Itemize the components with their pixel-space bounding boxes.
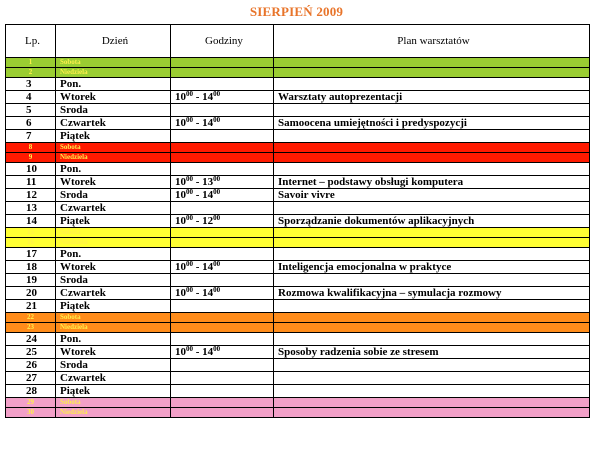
header-lp: Lp. xyxy=(6,25,56,58)
cell-lp: 12 xyxy=(6,189,56,202)
cell-hours xyxy=(171,408,274,418)
cell-plan xyxy=(274,300,590,313)
cell-plan xyxy=(274,163,590,176)
table-row xyxy=(6,143,590,153)
table-row xyxy=(6,248,590,261)
cell-day: Niedziela xyxy=(56,68,171,78)
cell-day: Wtorek xyxy=(56,346,171,359)
hours-from-sup: 00 xyxy=(186,214,193,222)
hours-from: 10 xyxy=(175,345,186,358)
cell-plan: Savoir vivre xyxy=(274,189,590,202)
hours-separator: - xyxy=(193,188,203,201)
hours-from-sup: 00 xyxy=(186,175,193,183)
hours-from-sup: 00 xyxy=(186,188,193,196)
cell-plan xyxy=(274,323,590,333)
hours-from-sup: 00 xyxy=(186,345,193,353)
table-row xyxy=(6,163,590,176)
hours-to-sup: 00 xyxy=(213,286,221,294)
cell-plan: Warsztaty autoprezentacji xyxy=(274,91,590,104)
cell-day: Pon. xyxy=(56,333,171,346)
cell-hours xyxy=(171,248,274,261)
table-row xyxy=(6,313,590,323)
hours-to: 14 xyxy=(202,188,214,201)
hours-to-sup: 00 xyxy=(213,90,221,98)
hours-separator: - xyxy=(193,345,203,358)
cell-day: Sobota xyxy=(56,228,171,238)
cell-hours xyxy=(171,153,274,163)
hours-from: 10 xyxy=(175,90,186,103)
hours-to: 14 xyxy=(202,116,214,129)
cell-day: Piątek xyxy=(56,130,171,143)
cell-day: Pon. xyxy=(56,248,171,261)
table-row xyxy=(6,176,590,189)
cell-plan xyxy=(274,153,590,163)
cell-hours xyxy=(171,78,274,91)
cell-day: Czwartek xyxy=(56,117,171,130)
table-row xyxy=(6,238,590,248)
cell-lp: 19 xyxy=(6,274,56,287)
cell-plan: Samoocena umiejętności i predyspozycji xyxy=(274,117,590,130)
cell-hours xyxy=(171,143,274,153)
cell-day: Wtorek xyxy=(56,91,171,104)
cell-lp: 9 xyxy=(6,153,56,163)
cell-lp: 8 xyxy=(6,143,56,153)
table-row xyxy=(6,202,590,215)
cell-lp: 17 xyxy=(6,248,56,261)
cell-day: Czwartek xyxy=(56,202,171,215)
hours-separator: - xyxy=(193,175,203,188)
cell-day: Sobota xyxy=(56,313,171,323)
table-row xyxy=(6,68,590,78)
cell-hours xyxy=(171,333,274,346)
table-row xyxy=(6,104,590,117)
table-header-row xyxy=(6,25,590,58)
cell-hours xyxy=(171,261,274,274)
cell-hours xyxy=(171,68,274,78)
table-row xyxy=(6,153,590,163)
cell-day: Sobota xyxy=(56,398,171,408)
cell-lp: 21 xyxy=(6,300,56,313)
cell-day: Niedziela xyxy=(56,238,171,248)
cell-plan: Sporządzanie dokumentów aplikacyjnych xyxy=(274,215,590,228)
table-row xyxy=(6,117,590,130)
cell-plan: Rozmowa kwalifikacyjna – symulacja rozmowy xyxy=(274,287,590,300)
cell-lp: 13 xyxy=(6,202,56,215)
page-title: SIERPIEŃ 2009 xyxy=(249,4,344,19)
cell-hours xyxy=(171,346,274,359)
table-body xyxy=(6,58,590,418)
table-row xyxy=(6,287,590,300)
table-row xyxy=(6,408,590,418)
cell-hours xyxy=(171,313,274,323)
cell-plan: Sposoby radzenia sobie ze stresem xyxy=(274,346,590,359)
cell-hours xyxy=(171,215,274,228)
table-row xyxy=(6,333,590,346)
table-row xyxy=(6,130,590,143)
cell-hours xyxy=(171,228,274,238)
cell-plan xyxy=(274,58,590,68)
cell-lp: 18 xyxy=(6,261,56,274)
cell-day: Czwartek xyxy=(56,372,171,385)
hours-to-sup: 00 xyxy=(213,260,221,268)
header-hours: Godziny xyxy=(171,25,274,58)
cell-day: Pon. xyxy=(56,78,171,91)
cell-day: Piątek xyxy=(56,300,171,313)
cell-hours xyxy=(171,300,274,313)
cell-hours xyxy=(171,58,274,68)
cell-lp: 23 xyxy=(6,323,56,333)
cell-lp: 3 xyxy=(6,78,56,91)
cell-lp: 10 xyxy=(6,163,56,176)
cell-plan xyxy=(274,130,590,143)
cell-hours xyxy=(171,163,274,176)
table-row xyxy=(6,228,590,238)
cell-plan xyxy=(274,313,590,323)
hours-to: 14 xyxy=(202,260,214,273)
cell-day: Sroda xyxy=(56,274,171,287)
table-row xyxy=(6,261,590,274)
cell-lp: 6 xyxy=(6,117,56,130)
hours-separator: - xyxy=(193,286,203,299)
cell-lp: 25 xyxy=(6,346,56,359)
cell-day: Sobota xyxy=(56,58,171,68)
cell-hours xyxy=(171,117,274,130)
hours-from-sup: 00 xyxy=(186,90,193,98)
cell-day: Sroda xyxy=(56,359,171,372)
cell-day: Niedziela xyxy=(56,323,171,333)
cell-hours xyxy=(171,238,274,248)
cell-day: Wtorek xyxy=(56,176,171,189)
cell-plan xyxy=(274,104,590,117)
hours-to-sup: 00 xyxy=(213,116,221,124)
cell-hours xyxy=(171,323,274,333)
table-row xyxy=(6,323,590,333)
cell-plan xyxy=(274,68,590,78)
table-row xyxy=(6,300,590,313)
cell-plan xyxy=(274,248,590,261)
table-row xyxy=(6,398,590,408)
hours-to: 14 xyxy=(202,90,214,103)
cell-day: Czwartek xyxy=(56,287,171,300)
table-row xyxy=(6,58,590,68)
cell-lp: 11 xyxy=(6,176,56,189)
cell-hours xyxy=(171,372,274,385)
cell-lp: 27 xyxy=(6,372,56,385)
cell-hours xyxy=(171,130,274,143)
table-row xyxy=(6,359,590,372)
cell-lp: 7 xyxy=(6,130,56,143)
hours-to: 14 xyxy=(202,286,214,299)
cell-day: Niedziela xyxy=(56,408,171,418)
cell-plan xyxy=(274,398,590,408)
cell-plan xyxy=(274,143,590,153)
cell-lp: 29 xyxy=(6,398,56,408)
cell-plan: Inteligencja emocjonalna w praktyce xyxy=(274,261,590,274)
hours-separator: - xyxy=(193,90,203,103)
hours-to-sup: 00 xyxy=(213,188,221,196)
table-row xyxy=(6,91,590,104)
cell-lp: 4 xyxy=(6,91,56,104)
hours-from: 10 xyxy=(175,214,186,227)
cell-hours xyxy=(171,359,274,372)
schedule-table xyxy=(5,24,590,418)
cell-lp: 30 xyxy=(6,408,56,418)
table-row xyxy=(6,78,590,91)
hours-from: 10 xyxy=(175,286,186,299)
cell-lp: 22 xyxy=(6,313,56,323)
cell-lp: 1 xyxy=(6,58,56,68)
hours-separator: - xyxy=(193,214,203,227)
cell-day: Sroda xyxy=(56,104,171,117)
table-row xyxy=(6,346,590,359)
cell-day: Piątek xyxy=(56,385,171,398)
cell-hours xyxy=(171,385,274,398)
hours-to-sup: 00 xyxy=(213,214,221,222)
header-plan: Plan warsztatów xyxy=(274,25,590,58)
cell-lp: 24 xyxy=(6,333,56,346)
cell-lp: 5 xyxy=(6,104,56,117)
hours-to: 13 xyxy=(202,175,214,188)
table-row xyxy=(6,189,590,202)
hours-from-sup: 00 xyxy=(186,116,193,124)
cell-lp: 15 xyxy=(6,228,56,238)
cell-day: Sroda xyxy=(56,189,171,202)
cell-hours xyxy=(171,189,274,202)
hours-to: 14 xyxy=(202,345,214,358)
table-row xyxy=(6,215,590,228)
cell-lp: 16 xyxy=(6,238,56,248)
hours-from-sup: 00 xyxy=(186,286,193,294)
cell-plan xyxy=(274,202,590,215)
table-row xyxy=(6,385,590,398)
cell-day: Sobota xyxy=(56,143,171,153)
hours-to-sup: 00 xyxy=(213,345,221,353)
cell-hours xyxy=(171,398,274,408)
cell-plan xyxy=(274,372,590,385)
cell-plan xyxy=(274,274,590,287)
cell-day: Pon. xyxy=(56,163,171,176)
cell-day: Wtorek xyxy=(56,261,171,274)
cell-day: Niedziela xyxy=(56,153,171,163)
cell-plan xyxy=(274,408,590,418)
cell-hours xyxy=(171,91,274,104)
hours-from: 10 xyxy=(175,175,186,188)
table-row xyxy=(6,372,590,385)
hours-from: 10 xyxy=(175,260,186,273)
hours-to-sup: 00 xyxy=(213,175,221,183)
hours-from: 10 xyxy=(175,116,186,129)
cell-lp: 28 xyxy=(6,385,56,398)
cell-lp: 2 xyxy=(6,68,56,78)
cell-lp: 14 xyxy=(6,215,56,228)
hours-separator: - xyxy=(193,260,203,273)
cell-plan: Internet – podstawy obsługi komputera xyxy=(274,176,590,189)
cell-hours xyxy=(171,274,274,287)
hours-from: 10 xyxy=(175,188,186,201)
hours-to: 12 xyxy=(202,214,214,227)
cell-plan xyxy=(274,228,590,238)
cell-plan xyxy=(274,78,590,91)
cell-lp: 26 xyxy=(6,359,56,372)
cell-plan xyxy=(274,359,590,372)
cell-hours xyxy=(171,104,274,117)
cell-hours xyxy=(171,202,274,215)
table-row xyxy=(6,274,590,287)
cell-hours xyxy=(171,287,274,300)
cell-plan xyxy=(274,385,590,398)
cell-plan xyxy=(274,238,590,248)
cell-plan xyxy=(274,333,590,346)
header-day: Dzień xyxy=(56,25,171,58)
cell-lp: 20 xyxy=(6,287,56,300)
hours-separator: - xyxy=(193,116,203,129)
cell-day: Piątek xyxy=(56,215,171,228)
hours-from-sup: 00 xyxy=(186,260,193,268)
cell-hours xyxy=(171,176,274,189)
